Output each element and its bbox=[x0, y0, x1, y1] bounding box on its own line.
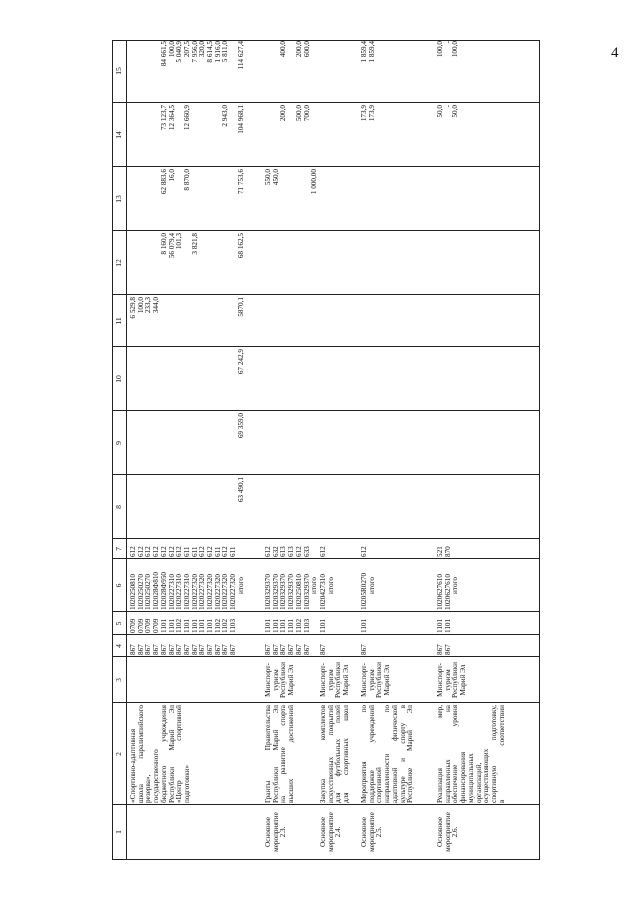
c1-cell: Основное bbox=[264, 817, 272, 847]
c6-cell: 10205R0270 bbox=[360, 572, 368, 610]
c3-cell: Минспорт- bbox=[436, 663, 444, 697]
c2-cell: искусственных покрытий bbox=[326, 705, 335, 803]
c14-cell: 73 123,7 bbox=[159, 105, 168, 131]
column-divider bbox=[113, 474, 539, 475]
c4-cell: 867 bbox=[271, 644, 280, 655]
c5-cell: 0709 bbox=[144, 618, 153, 633]
c15-cell: 400,0 bbox=[279, 41, 288, 58]
c7-cell: 521 bbox=[436, 546, 444, 557]
c3-cell: Минспорт- bbox=[360, 663, 368, 697]
c2-cell: в соответствии bbox=[497, 705, 506, 803]
c2-cell: поддержке учреждений bbox=[367, 705, 376, 803]
column-divider bbox=[113, 702, 539, 703]
c7-cell: 612 bbox=[360, 546, 368, 557]
c5-cell: 1101 bbox=[287, 618, 296, 633]
total-c10: 67 242,9 bbox=[236, 349, 245, 375]
c7-cell: 611 bbox=[190, 546, 199, 557]
c13-cell: 8 870,0 bbox=[182, 169, 191, 191]
total-c13: 71 753,6 bbox=[236, 169, 245, 195]
c2-cell: «Центр спортивной bbox=[175, 705, 184, 803]
c3-cell: Республики bbox=[279, 661, 288, 699]
c15-cell: 100,0 bbox=[167, 41, 176, 58]
c5-cell: 1101 bbox=[206, 618, 214, 633]
c7-cell: 612 bbox=[294, 546, 303, 557]
c14-cell: 173,9 bbox=[360, 105, 368, 122]
c14-cell: 50,0 bbox=[451, 105, 460, 118]
c7-cell: 612 bbox=[264, 546, 272, 557]
c2-cell: осуществляющих bbox=[482, 748, 491, 803]
c15-cell: 1 859,4 bbox=[367, 41, 376, 63]
total-c14: 104 968,1 bbox=[236, 105, 245, 134]
c2-cell: организаций, bbox=[474, 762, 483, 803]
c5-cell: 1101 bbox=[436, 618, 444, 633]
c7-cell: 612 bbox=[136, 546, 145, 557]
c15-cell: 1 859,4 bbox=[360, 41, 368, 63]
c13-cell: 550,0 bbox=[264, 169, 272, 186]
c15-cell: 5 040,9 bbox=[175, 41, 184, 63]
c2-cell: подготовки» bbox=[182, 764, 191, 803]
c5-cell: 1101 bbox=[264, 618, 272, 633]
c5-cell: 1101 bbox=[190, 618, 199, 633]
c2-cell: Мероприятия по bbox=[360, 705, 368, 803]
column-divider bbox=[113, 634, 539, 635]
column-number: 10 bbox=[114, 375, 123, 383]
c3-cell: туризм bbox=[443, 669, 452, 691]
column-number: 4 bbox=[114, 644, 123, 648]
c5-cell: 1103 bbox=[229, 618, 238, 633]
c6-cell: 1020250270 bbox=[136, 574, 145, 610]
total-c11: 5870,1 bbox=[236, 297, 245, 317]
c14-cell: 200,0 bbox=[279, 105, 288, 122]
c15-cell: - bbox=[443, 41, 452, 44]
c1-cell: 2.3. bbox=[279, 826, 288, 838]
c4-cell: 867 bbox=[221, 644, 230, 655]
c2-cell: бюджетного учреждения bbox=[159, 705, 168, 803]
c15-cell: 207,5 bbox=[182, 41, 191, 58]
c4-cell: 867 bbox=[319, 644, 327, 655]
c4-cell: 867 bbox=[136, 644, 145, 655]
c6-cell: 1020427310 bbox=[319, 574, 327, 610]
c5-cell: 1101 bbox=[360, 618, 368, 633]
c7-cell: 612 bbox=[152, 546, 161, 557]
c14-cell: 500,0 bbox=[294, 105, 303, 122]
c4-cell: 867 bbox=[279, 644, 288, 655]
c6-cell: 1020627610 bbox=[443, 574, 452, 610]
column-divider bbox=[113, 538, 539, 539]
c14-cell: 12 660,9 bbox=[182, 105, 191, 131]
c15-cell: 1 916,0 bbox=[213, 41, 222, 63]
c2-cell: Республики Марий Эл bbox=[167, 705, 176, 803]
c14-cell: 2 943,0 bbox=[221, 105, 230, 127]
c7-cell: 612 bbox=[167, 546, 176, 557]
column-number: 2 bbox=[114, 752, 123, 756]
c12-cell: 56 079,4 bbox=[167, 233, 176, 259]
c4-cell: 867 bbox=[443, 644, 452, 655]
c6-cell: 1020227320 bbox=[213, 574, 222, 610]
c2-cell: школа паралимпийского bbox=[136, 705, 145, 803]
c6-cell: 102028Ф810 bbox=[152, 571, 161, 610]
c6-cell: 1020227310 bbox=[182, 574, 191, 610]
c12-cell: 8 160,0 bbox=[159, 233, 168, 255]
c2-cell: направленности по bbox=[383, 705, 392, 803]
c6-cell: 1020227320 bbox=[206, 574, 214, 610]
c2-cell: Республики Марий Эл bbox=[271, 705, 280, 803]
c15-cell: 600,0 bbox=[302, 41, 311, 58]
c6-cell: 1020227310 bbox=[175, 574, 184, 610]
c3-cell: туризм bbox=[326, 669, 335, 691]
c5-cell: 1101 bbox=[279, 618, 288, 633]
total-c15: 114 627,4 bbox=[236, 41, 245, 70]
column-number: 7 bbox=[114, 547, 123, 551]
c7-cell: 611 bbox=[182, 546, 191, 557]
c2-cell: Республике Марий Эл bbox=[406, 705, 415, 803]
c5-cell: 0709 bbox=[129, 618, 137, 633]
c6-cell: 1020329370 bbox=[279, 574, 288, 610]
itogo-label: итого bbox=[310, 577, 319, 594]
c3-cell: Марий Эл bbox=[342, 664, 351, 696]
c4-cell: 867 bbox=[206, 644, 214, 655]
c7-cell: 612 bbox=[129, 546, 137, 557]
c2-cell: на развитие спорта bbox=[279, 705, 288, 803]
c13-cell: 450,0 bbox=[271, 169, 280, 186]
c4-cell: 867 bbox=[175, 644, 184, 655]
c1-cell: Основное bbox=[319, 817, 327, 847]
itogo-label: итого bbox=[236, 577, 245, 594]
column-number: 6 bbox=[114, 583, 123, 588]
c4-cell: 867 bbox=[190, 644, 199, 655]
c11-cell: 344,0 bbox=[152, 297, 161, 314]
c15-cell: 8 614,5 bbox=[206, 41, 214, 63]
c4-cell: 867 bbox=[159, 644, 168, 655]
c1-cell: Основное bbox=[436, 817, 444, 847]
c15-cell: 7 956,0 bbox=[190, 41, 199, 63]
c6-cell: 1020250810 bbox=[129, 574, 137, 610]
total-c8: 63 490,1 bbox=[236, 477, 245, 503]
header-separator bbox=[126, 41, 127, 859]
c1-cell: Основное bbox=[360, 817, 368, 847]
c7-cell: 613 bbox=[279, 546, 288, 557]
c5-cell: 1101 bbox=[443, 618, 452, 633]
c4-cell: 867 bbox=[287, 644, 296, 655]
c14-cell: 700,0 bbox=[302, 105, 311, 122]
c5-cell: 1101 bbox=[198, 618, 207, 633]
c5-cell: 0709 bbox=[152, 618, 161, 633]
column-divider bbox=[113, 166, 539, 167]
column-divider bbox=[113, 294, 539, 295]
c15-cell: 5 811,0 bbox=[221, 41, 230, 63]
page-number: 4 bbox=[611, 45, 619, 61]
column-number: 9 bbox=[114, 441, 123, 445]
column-divider bbox=[113, 230, 539, 231]
c14-cell: 173,9 bbox=[367, 105, 376, 122]
c1-cell: 2.4. bbox=[334, 826, 343, 838]
c1-cell: мероприятие bbox=[271, 812, 280, 852]
c15-cell: 320,0 bbox=[198, 41, 207, 58]
c3-cell: Республики bbox=[375, 661, 384, 699]
column-number: 15 bbox=[114, 67, 123, 75]
c6-cell: 1020627610 bbox=[436, 574, 444, 610]
c7-cell: 612 bbox=[206, 546, 214, 557]
column-divider bbox=[113, 102, 539, 103]
c7-cell: 612 bbox=[198, 546, 207, 557]
c5-cell: 1102 bbox=[175, 618, 184, 633]
c3-cell: Республики bbox=[334, 661, 343, 699]
c1-cell: 2.6. bbox=[451, 826, 460, 838]
c3-cell: Республики bbox=[451, 661, 460, 699]
c5-cell: 1101 bbox=[271, 618, 280, 633]
c6-cell: 1020329370 bbox=[271, 574, 280, 610]
c5-cell: 0709 bbox=[136, 618, 145, 633]
c4-cell: 867 bbox=[264, 644, 272, 655]
c2-cell: Гранты Правительства bbox=[264, 705, 272, 803]
c2-cell: муниципальных bbox=[466, 753, 475, 803]
c2-cell: культуре и спорту в bbox=[398, 705, 407, 803]
c4-cell: 867 bbox=[302, 644, 311, 655]
c6-cell: 1020250270 bbox=[144, 574, 153, 610]
c2-cell: высших достижений bbox=[287, 705, 296, 803]
c3-cell: Минспорт- bbox=[319, 663, 327, 697]
c2-cell: Закупка комплектов bbox=[319, 705, 327, 803]
c5-cell: 1103 bbox=[302, 618, 311, 633]
column-number: 1 bbox=[114, 830, 123, 834]
c2-cell: направленных на bbox=[443, 705, 452, 803]
c4-cell: 867 bbox=[144, 644, 153, 655]
c1-cell: 2.5. bbox=[375, 826, 384, 838]
c3-cell: Марий Эл bbox=[459, 664, 468, 696]
c6-cell: 1020227320 bbox=[190, 574, 199, 610]
c5-cell: 1101 bbox=[167, 618, 176, 633]
c6-cell: 1020329370 bbox=[302, 574, 311, 610]
c2-cell: «Спортивно-адаптивная bbox=[129, 728, 137, 803]
c13-cell: 1 000,00 bbox=[310, 169, 319, 195]
column-number: 12 bbox=[114, 259, 123, 267]
c14-cell: - bbox=[443, 105, 452, 108]
column-number: 8 bbox=[114, 505, 123, 509]
itogo-label: итого bbox=[367, 577, 376, 594]
c7-cell: 633 bbox=[302, 546, 311, 557]
c7-cell: 611 bbox=[229, 546, 238, 557]
c4-cell: 867 bbox=[436, 644, 444, 655]
table-frame bbox=[112, 40, 540, 860]
c4-cell: 867 bbox=[294, 644, 303, 655]
column-divider bbox=[113, 804, 539, 805]
c12-cell: 101,3 bbox=[175, 233, 184, 250]
c4-cell: 867 bbox=[129, 644, 137, 655]
c4-cell: 867 bbox=[213, 644, 222, 655]
c2-cell: государственного bbox=[152, 749, 161, 803]
column-divider bbox=[113, 410, 539, 411]
budget-table bbox=[112, 40, 540, 860]
c3-cell: туризм bbox=[271, 669, 280, 691]
c11-cell: 6 529,8 bbox=[129, 297, 137, 319]
c5-cell: 1101 bbox=[319, 618, 327, 633]
c7-cell: 612 bbox=[175, 546, 184, 557]
column-number: 13 bbox=[114, 195, 123, 203]
c3-cell: Минспорт- bbox=[264, 663, 272, 697]
c5-cell: 1102 bbox=[213, 618, 222, 633]
c12-cell: 3 821,8 bbox=[190, 233, 199, 255]
total-c12: 68 162,5 bbox=[236, 233, 245, 259]
c1-cell: мероприятие bbox=[367, 812, 376, 852]
c2-cell: адаптивной физической bbox=[390, 705, 399, 803]
total-c9: 69 359,0 bbox=[236, 413, 245, 439]
c6-cell: 1020227320 bbox=[229, 574, 238, 610]
c5-cell: 1102 bbox=[221, 618, 230, 633]
c7-cell: 612 bbox=[319, 546, 327, 557]
c2-cell: спортивную подготовку, bbox=[489, 705, 498, 803]
column-number: 14 bbox=[114, 131, 123, 139]
c4-cell: 867 bbox=[167, 644, 176, 655]
c3-cell: туризм bbox=[367, 669, 376, 691]
c15-cell: 84 661,5 bbox=[159, 41, 168, 67]
c6-cell: 1020227320 bbox=[221, 574, 230, 610]
c7-cell: 632 bbox=[271, 546, 280, 557]
c7-cell: 870 bbox=[443, 546, 452, 557]
c6-cell: 1020329370 bbox=[287, 574, 296, 610]
itogo-label: итого bbox=[451, 577, 460, 594]
c11-cell: 100,0 bbox=[136, 297, 145, 314]
c5-cell: 1102 bbox=[294, 618, 303, 633]
c7-cell: 613 bbox=[287, 546, 296, 557]
c14-cell: 50,0 bbox=[436, 105, 444, 118]
c15-cell: 100,0 bbox=[436, 41, 444, 58]
c7-cell: 612 bbox=[221, 546, 230, 557]
column-number: 3 bbox=[114, 678, 123, 682]
c13-cell: 62 883,6 bbox=[159, 169, 168, 195]
c5-cell: 1101 bbox=[182, 618, 191, 633]
column-divider bbox=[113, 346, 539, 347]
c3-cell: Марий Эл bbox=[287, 664, 296, 696]
c7-cell: 612 bbox=[159, 546, 168, 557]
column-divider bbox=[113, 611, 539, 612]
c5-cell: 1101 bbox=[159, 618, 168, 633]
c14-cell: 12 364,5 bbox=[167, 105, 176, 131]
c1-cell: мероприятие bbox=[326, 812, 335, 852]
c4-cell: 867 bbox=[229, 644, 238, 655]
column-number: 11 bbox=[114, 317, 123, 325]
c7-cell: 612 bbox=[144, 546, 153, 557]
c6-cell: 1020227310 bbox=[167, 574, 176, 610]
c4-cell: 867 bbox=[198, 644, 207, 655]
c2-cell: резерва», bbox=[144, 774, 153, 803]
column-number: 5 bbox=[114, 621, 123, 626]
c15-cell: 100,0 bbox=[451, 41, 460, 58]
c4-cell: 867 bbox=[182, 644, 191, 655]
c15-cell: 200,0 bbox=[294, 41, 303, 58]
c6-cell: 1020227320 bbox=[198, 574, 207, 610]
c2-cell: для спортивных школ bbox=[342, 705, 351, 803]
c2-cell: для футбольных полей bbox=[334, 705, 343, 803]
c6-cell: 1020329370 bbox=[264, 574, 272, 610]
c13-cell: 16,0 bbox=[167, 169, 176, 182]
c11-cell: 233,3 bbox=[144, 297, 153, 314]
c2-cell: спортивной bbox=[375, 767, 384, 803]
c2-cell: Реализация мер, bbox=[436, 705, 444, 803]
c3-cell: Марий Эл bbox=[383, 664, 392, 696]
c2-cell: финансирования bbox=[459, 751, 468, 803]
column-divider bbox=[113, 656, 539, 657]
c2-cell: обеспечение уровня bbox=[451, 705, 460, 803]
c6-cell: 1020250810 bbox=[294, 574, 303, 610]
column-divider bbox=[113, 558, 539, 559]
c4-cell: 867 bbox=[360, 644, 368, 655]
c1-cell: мероприятие bbox=[443, 812, 452, 852]
itogo-label: итого bbox=[326, 577, 335, 594]
c4-cell: 867 bbox=[152, 644, 161, 655]
c6-cell: 102028Ф950 bbox=[159, 571, 168, 610]
c7-cell: 611 bbox=[213, 546, 222, 557]
